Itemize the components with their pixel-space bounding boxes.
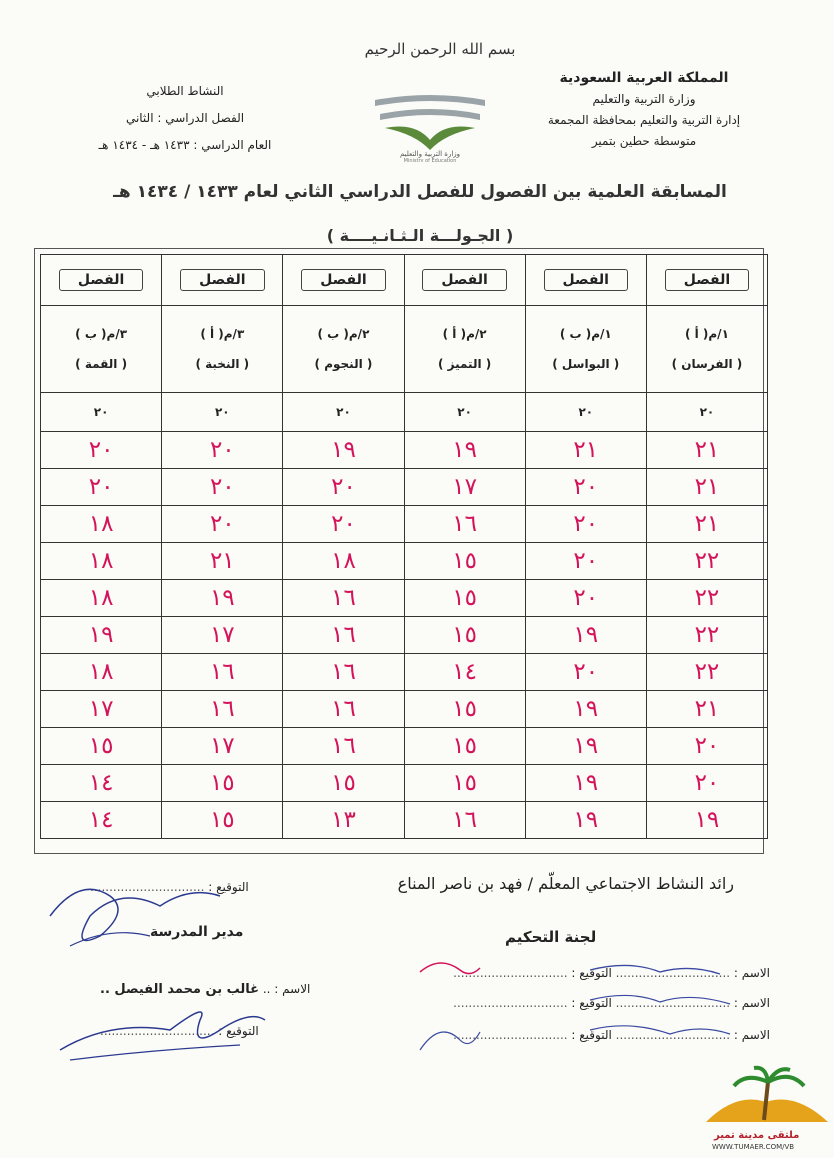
max-score-cell: ٢٠ [525, 393, 646, 432]
semester-line: الفصل الدراسي : الثاني [125, 111, 245, 125]
round-subtitle: ( الجـولـــة الـثـانـيــــة ) [326, 226, 514, 245]
class-name: ( النخبة ) [195, 357, 250, 371]
class-code: ٢/م( ب ) [317, 327, 370, 341]
score-cell: ١٦ [283, 691, 404, 728]
score-cell: ٢٢ [646, 617, 767, 654]
class-cell [646, 306, 767, 393]
committee-signature-label: التوقيع : [571, 996, 612, 1010]
score-cell: ٢٠ [646, 765, 767, 802]
department-line: إدارة التربية والتعليم بمحافظة المجمعة [547, 113, 741, 127]
score-cell: ١٩ [525, 802, 646, 839]
palm-tree-icon [706, 1062, 828, 1132]
score-row [41, 728, 768, 765]
header-cell [525, 255, 646, 306]
score-cell: ١٩ [404, 432, 525, 469]
class-cell [404, 306, 525, 393]
score-cell: ١٨ [41, 580, 162, 617]
class-code: ٣/م( أ ) [200, 327, 245, 341]
score-cell: ١٥ [404, 728, 525, 765]
score-cell: ١٨ [41, 506, 162, 543]
basmala: بسم الله الرحمن الرحيم [364, 40, 516, 58]
max-score-cell: ٢٠ [41, 393, 162, 432]
score-cell: ٢٢ [646, 543, 767, 580]
score-cell: ٢٠ [283, 506, 404, 543]
score-cell: ١٦ [404, 802, 525, 839]
committee-signature-label: التوقيع : [571, 966, 612, 980]
header-label: الفصل [59, 269, 143, 291]
score-cell: ١٦ [283, 728, 404, 765]
class-code: ١/م( أ ) [684, 327, 729, 341]
watermark-title: ملتقى مدينة تمير [714, 1130, 800, 1141]
manager-handwritten-signature [50, 990, 280, 1070]
forum-watermark [706, 1062, 828, 1154]
score-cell: ١٥ [41, 728, 162, 765]
max-score-cell: ٢٠ [646, 393, 767, 432]
leader-handwritten-signature [40, 856, 240, 956]
committee-name-label: الاسم : [733, 996, 770, 1010]
class-name: ( البواسل ) [552, 357, 620, 371]
score-row [41, 543, 768, 580]
score-cell: ١٧ [162, 617, 283, 654]
header-label: الفصل [180, 269, 264, 291]
score-cell: ٢١ [525, 432, 646, 469]
header-right [514, 68, 774, 152]
score-cell: ١٦ [283, 580, 404, 617]
watermark-url: WWW.TUMAER.COM/VB [712, 1143, 795, 1151]
header-cell [41, 255, 162, 306]
committee-title: لجنة التحكيم [505, 928, 597, 946]
leader-signature-dots: .............................. [90, 880, 205, 894]
class-name: ( القمة ) [75, 357, 128, 371]
committee-name-label: الاسم : [733, 1028, 770, 1042]
score-cell: ٢٠ [162, 432, 283, 469]
score-row [41, 691, 768, 728]
score-cell: ١٦ [283, 617, 404, 654]
score-cell: ١٥ [162, 765, 283, 802]
score-row [41, 506, 768, 543]
score-cell: ٢٠ [525, 506, 646, 543]
committee-handwritten-signatures [400, 950, 760, 1060]
page-title: المسابقة العلمية بين الفصول للفصل الدراسي الثاني لعام ١٤٣٣ / ١٤٣٤ هـ [113, 182, 727, 202]
class-cell [283, 306, 404, 393]
score-cell: ٢١ [646, 432, 767, 469]
class-name: ( التميز ) [437, 357, 492, 371]
score-cell: ١٣ [283, 802, 404, 839]
logo-english: Ministry of Education [403, 158, 457, 162]
score-cell: ١٦ [162, 691, 283, 728]
score-cell: ٢١ [162, 543, 283, 580]
header-cell [283, 255, 404, 306]
manager-signature-label: التوقيع : [218, 1024, 259, 1038]
header-label: الفصل [544, 269, 628, 291]
score-cell: ٢٠ [162, 469, 283, 506]
class-cell [162, 306, 283, 393]
max-score-row [41, 393, 768, 432]
score-cell: ٢٠ [41, 432, 162, 469]
ministry-line: وزارة التربية والتعليم [592, 92, 696, 106]
score-cell: ١٩ [525, 765, 646, 802]
header-cell [646, 255, 767, 306]
year-line: العام الدراسي : ١٤٣٣ هـ - ١٤٣٤ هـ [98, 138, 272, 152]
max-score-cell: ٢٠ [162, 393, 283, 432]
score-row [41, 617, 768, 654]
score-cell: ٢١ [646, 691, 767, 728]
score-cell: ٢٠ [525, 469, 646, 506]
header-cell [162, 255, 283, 306]
class-code: ٢/م( أ ) [442, 327, 487, 341]
score-cell: ١٧ [404, 469, 525, 506]
score-cell: ٢٠ [283, 469, 404, 506]
score-cell: ١٥ [404, 765, 525, 802]
committee-name-label: الاسم : [733, 966, 770, 980]
score-cell: ١٥ [162, 802, 283, 839]
manager-name: غالب بن محمد الفيصل .. [100, 982, 260, 997]
score-cell: ٢٢ [646, 580, 767, 617]
score-cell: ١٦ [162, 654, 283, 691]
class-cell [41, 306, 162, 393]
manager-signature-dots: .............................. [100, 1024, 215, 1038]
table-header-row [41, 255, 768, 306]
header-label: الفصل [301, 269, 385, 291]
logo-text: وزارة التربية والتعليم [399, 150, 461, 158]
score-cell: ١٩ [525, 728, 646, 765]
class-name: ( الفرسان ) [671, 357, 743, 371]
score-cell: ١٥ [404, 617, 525, 654]
score-cell: ١٤ [41, 765, 162, 802]
score-cell: ١٧ [41, 691, 162, 728]
scores-table [40, 254, 768, 839]
score-cell: ٢٢ [646, 654, 767, 691]
score-cell: ١٨ [41, 654, 162, 691]
score-cell: ٢٠ [646, 728, 767, 765]
school-line: متوسطة حطين بتمير [591, 134, 697, 148]
class-cell [525, 306, 646, 393]
class-code: ٣/م( ب ) [75, 327, 128, 341]
score-cell: ١٦ [404, 506, 525, 543]
score-cell: ١٤ [404, 654, 525, 691]
header-cell [404, 255, 525, 306]
committee-name-dots: .............................. [615, 996, 731, 1010]
header-label: الفصل [665, 269, 749, 291]
score-cell: ٢٠ [525, 654, 646, 691]
committee-signature-dots: .............................. [453, 966, 568, 980]
kingdom-line: المملكة العربية السعودية [559, 70, 729, 86]
score-cell: ٢٠ [525, 543, 646, 580]
score-row [41, 469, 768, 506]
score-cell: ١٩ [41, 617, 162, 654]
class-names-row [41, 306, 768, 393]
score-row [41, 432, 768, 469]
class-code: ١/م( ب ) [559, 327, 612, 341]
header-label: الفصل [422, 269, 506, 291]
score-cell: ١٥ [404, 580, 525, 617]
manager-name-label: الاسم : .. [262, 982, 311, 996]
score-cell: ١٥ [283, 765, 404, 802]
score-cell: ٢١ [646, 469, 767, 506]
max-score-cell: ٢٠ [404, 393, 525, 432]
leader-signature-label: التوقيع : [208, 880, 249, 894]
score-cell: ١٧ [162, 728, 283, 765]
activity-leader: رائد النشاط الاجتماعي المعلّم / فهد بن ناصر المناع [397, 874, 734, 893]
ministry-logo [370, 92, 490, 162]
score-cell: ١٥ [404, 543, 525, 580]
score-cell: ١٩ [283, 432, 404, 469]
score-cell: ١٦ [283, 654, 404, 691]
score-cell: ١٤ [41, 802, 162, 839]
score-row [41, 802, 768, 839]
committee-signature-dots: .............................. [453, 1028, 568, 1042]
score-cell: ٢٠ [162, 506, 283, 543]
score-cell: ١٩ [525, 617, 646, 654]
manager-title: مدير المدرسة [150, 924, 244, 940]
score-cell: ٢١ [646, 506, 767, 543]
score-cell: ١٥ [404, 691, 525, 728]
score-cell: ١٨ [283, 543, 404, 580]
score-cell: ١٩ [525, 691, 646, 728]
score-cell: ٢٠ [41, 469, 162, 506]
activity-title: النشاط الطلابي [146, 84, 224, 98]
max-score-cell: ٢٠ [283, 393, 404, 432]
score-cell: ٢٠ [525, 580, 646, 617]
score-cell: ١٨ [41, 543, 162, 580]
committee-name-dots: .............................. [615, 966, 731, 980]
committee-signature-dots: .............................. [453, 996, 568, 1010]
header-left [80, 78, 290, 159]
score-row [41, 580, 768, 617]
score-row [41, 654, 768, 691]
committee-name-dots: .............................. [615, 1028, 731, 1042]
class-name: ( النجوم ) [314, 357, 373, 371]
score-cell: ١٩ [162, 580, 283, 617]
committee-signature-label: التوقيع : [571, 1028, 612, 1042]
score-cell: ١٩ [646, 802, 767, 839]
score-row [41, 765, 768, 802]
